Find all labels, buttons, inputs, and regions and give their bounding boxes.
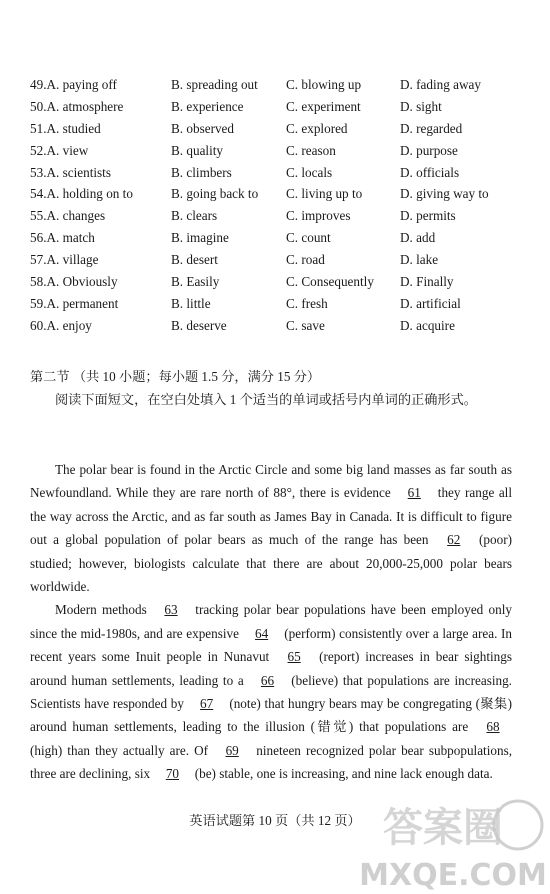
question-number: 57. [30, 252, 47, 268]
option-row-55 [30, 205, 530, 227]
passage-text: tracking polar bear populations have been employed only since the mid-1980s, and are expensive [30, 602, 512, 641]
option-b: B. deserve [171, 317, 227, 333]
option-a [30, 162, 111, 184]
option-d: D. Finally [400, 274, 454, 290]
blank-61: 61 [407, 485, 421, 501]
blank-62: 62 [447, 532, 461, 548]
option-c: C. save [286, 317, 325, 333]
option-a-text: A. studied [46, 120, 101, 136]
option-row-51 [30, 118, 530, 140]
option-c: C. blowing up [286, 77, 362, 92]
blank-64: 64 [255, 625, 269, 641]
passage-text: (high) than they actually are. Of [30, 742, 214, 758]
option-a [30, 96, 123, 118]
question-number: 58. [30, 274, 47, 290]
option-c: C. improves [286, 208, 351, 224]
option-d: D. fading away [400, 77, 481, 92]
option-a-text: A. match [46, 230, 95, 246]
question-number: 54. [30, 186, 47, 202]
blank-68: 68 [486, 719, 500, 735]
watermark-logo [348, 793, 548, 893]
option-a-text: A. changes [46, 208, 106, 224]
page-footer: 英语试题第 10 页（共 12 页） [189, 813, 361, 828]
question-number: 50. [30, 98, 47, 114]
question-number: 59. [30, 295, 47, 311]
paragraph-2 [30, 598, 512, 785]
option-c: C. road [286, 252, 325, 268]
passage-text: (be) stable, one is increasing, and nine lack enough data. [191, 766, 493, 782]
option-c: C. locals [286, 164, 333, 180]
option-b: B. clears [171, 208, 218, 224]
option-a [30, 140, 88, 162]
option-b: B. spreading out [171, 77, 258, 92]
watermark-bottom-text: MXQE.COM [359, 858, 547, 893]
option-a [30, 293, 118, 315]
option-a [30, 249, 99, 271]
option-row-58 [30, 271, 530, 293]
option-a-text: A. enjoy [46, 317, 92, 333]
question-number: 51. [30, 120, 47, 136]
option-d: D. officials [400, 164, 460, 180]
option-a-text: A. view [46, 142, 89, 158]
option-row-50 [30, 96, 530, 118]
paragraph-1 [30, 458, 512, 598]
passage-text: nineteen recognized polar bear subpopulations, three are declining, six [30, 742, 512, 782]
options-list [30, 74, 530, 337]
option-c: C. explored [286, 120, 348, 136]
option-row-59 [30, 293, 530, 315]
option-b: B. desert [171, 252, 218, 268]
option-d: D. artificial [400, 295, 461, 311]
option-a [30, 118, 101, 140]
option-d: D. lake [400, 252, 439, 268]
option-b: B. Easily [171, 274, 220, 290]
option-c: C. living up to [286, 186, 363, 202]
option-d: D. sight [400, 98, 442, 114]
option-d: D. giving way to [400, 186, 489, 202]
option-row-49 [30, 74, 530, 96]
option-b: B. little [171, 295, 211, 311]
passage-text: they range all the way across the Arctic, and as far south as James Bay in Canada. It is difficult to figure out a global population of polar bears as much of the range has been [30, 485, 512, 548]
blank-65: 65 [287, 649, 301, 665]
option-d: D. purpose [400, 142, 458, 158]
option-row-53 [30, 162, 530, 184]
option-c: C. fresh [286, 295, 328, 311]
passage-text: (believe) that populations are increasing. Scientists have responded by [30, 672, 512, 712]
option-b: B. quality [171, 142, 224, 158]
passage-text: Modern methods [55, 602, 152, 618]
blank-63: 63 [164, 602, 178, 618]
watermark-top-text: 答案圈 [383, 805, 503, 851]
option-c: C. experiment [286, 98, 361, 114]
option-row-52 [30, 140, 530, 162]
question-number: 55. [30, 208, 47, 224]
question-number: 56. [30, 230, 47, 246]
passage-text: (note) that hungry bears may be congregating (聚集) around human settlements, leading to the illusion (错觉) that populations are [30, 696, 512, 735]
question-number: 53. [30, 164, 47, 180]
option-d: D. acquire [400, 317, 455, 333]
option-c: C. Consequently [286, 274, 374, 290]
option-a-text: A. Obviously [46, 274, 118, 290]
option-row-56 [30, 227, 530, 249]
option-row-54 [30, 183, 530, 205]
option-a-text: A. village [46, 252, 99, 268]
passage-text: (report) increases in bear sightings around human settlements, leading to a [30, 649, 512, 688]
option-b: B. experience [171, 98, 244, 114]
option-a-text: A. paying off [46, 77, 117, 92]
section-instruction: 阅读下面短文，在空白处填入 1 个适当的单词或括号内单词的正确形式。 [55, 392, 477, 407]
section-heading: 第二节 （共 10 小题；每小题 1.5 分，满分 15 分） [30, 369, 321, 384]
option-a [30, 271, 118, 293]
option-b: B. climbers [171, 164, 232, 180]
blank-67: 67 [200, 696, 214, 712]
option-a [30, 227, 95, 249]
blank-66: 66 [260, 672, 275, 688]
passage [30, 458, 512, 786]
option-d: D. add [400, 230, 436, 246]
option-c: C. count [286, 230, 331, 246]
option-b: B. observed [171, 120, 234, 136]
option-row-60 [30, 315, 530, 337]
option-a-text: A. permanent [46, 295, 119, 311]
option-d: D. regarded [400, 120, 463, 136]
option-a-text: A. scientists [46, 164, 111, 180]
question-number: 60. [30, 317, 47, 333]
option-row-57 [30, 249, 530, 271]
option-a-text: A. holding on to [46, 186, 133, 202]
option-b: B. going back to [171, 186, 259, 202]
option-a [30, 315, 92, 337]
option-a-text: A. atmosphere [46, 98, 124, 114]
option-d: D. permits [400, 208, 456, 224]
question-number: 49. [30, 77, 47, 92]
option-c: C. reason [286, 142, 336, 158]
blank-70: 70 [165, 766, 179, 782]
option-a [30, 183, 133, 205]
option-a [30, 205, 105, 227]
passage-text: (poor) studied; however, biologists calculate that there are about 20,000-25,000 polar bears worldwide. [30, 532, 512, 595]
option-b: B. imagine [171, 230, 229, 246]
option-a [30, 74, 117, 96]
question-number: 52. [30, 142, 47, 158]
passage-text: (perform) consistently over a large area. In recent years some Inuit people in Nunavut [30, 625, 512, 665]
passage-text: The polar bear is found in the Arctic Circle and some big land masses as far south as Newfoundland. While they are rare north of 88°, there is evidence [30, 462, 512, 501]
blank-69: 69 [225, 742, 239, 758]
